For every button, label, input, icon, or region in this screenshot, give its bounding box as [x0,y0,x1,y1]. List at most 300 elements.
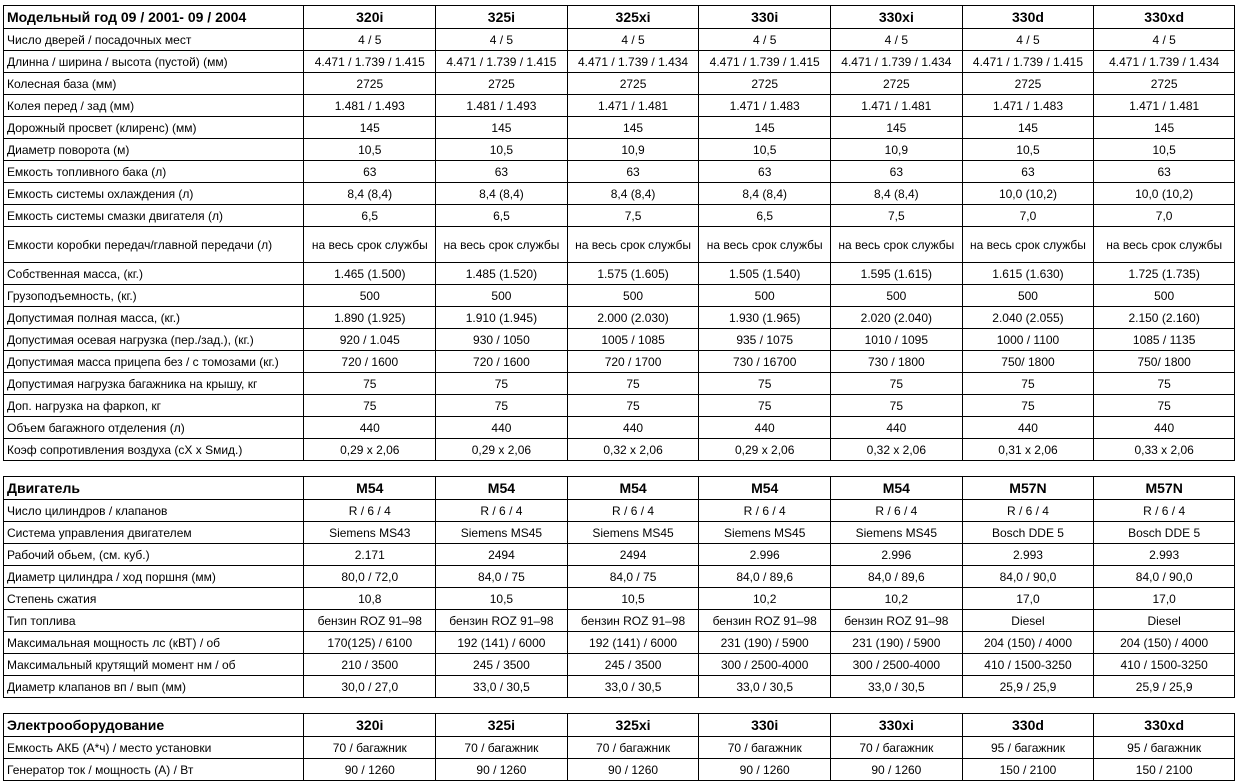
row-value: 75 [1094,373,1235,395]
row-value: на весь срок службы [831,227,963,263]
row-value: 10,5 [567,588,699,610]
row-value: 210 / 3500 [304,654,436,676]
row-value: на весь срок службы [1094,227,1235,263]
row-value: 440 [567,417,699,439]
engine-specs-table [3,476,1235,698]
row-label: Емкость системы смазки двигателя (л) [4,205,304,227]
row-value: 8,4 (8,4) [699,183,831,205]
row-value: 500 [304,285,436,307]
row-value: 2.993 [1094,544,1235,566]
row-value: 245 / 3500 [436,654,568,676]
row-value: Diesel [962,610,1094,632]
row-value: 500 [1094,285,1235,307]
table-row [4,439,1235,461]
row-value: 1.575 (1.605) [567,263,699,285]
section-title: Двигатель [4,477,304,500]
row-value: Siemens MS45 [699,522,831,544]
row-value: 1000 / 1100 [962,329,1094,351]
row-label: Доп. нагрузка на фаркоп, кг [4,395,304,417]
row-label: Длинна / ширина / высота (пустой) (мм) [4,51,304,73]
row-label: Коэф сопротивления воздуха (сХ х Sмид.) [4,439,304,461]
row-value: 1005 / 1085 [567,329,699,351]
table-header-row [4,714,1235,737]
row-value: 2725 [831,73,963,95]
model-header: M54 [567,477,699,500]
row-value: Siemens MS45 [831,522,963,544]
table-row [4,183,1235,205]
row-value: 90 / 1260 [436,759,568,781]
row-value: R / 6 / 4 [699,500,831,522]
row-value: 7,5 [831,205,963,227]
table-row [4,373,1235,395]
row-value: 2494 [436,544,568,566]
row-label: Объем багажного отделения (л) [4,417,304,439]
row-label: Максимальная мощность лс (кВТ) / об [4,632,304,654]
model-header: M54 [436,477,568,500]
row-value: 920 / 1.045 [304,329,436,351]
table-row [4,285,1235,307]
row-value: 80,0 / 72,0 [304,566,436,588]
table-row [4,307,1235,329]
row-value: 75 [699,395,831,417]
row-value: бензин ROZ 91–98 [699,610,831,632]
row-value: 204 (150) / 4000 [962,632,1094,654]
table-row [4,395,1235,417]
row-value: 4.471 / 1.739 / 1.415 [304,51,436,73]
row-value: 33,0 / 30,5 [567,676,699,698]
model-header: 320i [304,6,436,29]
table-row [4,29,1235,51]
row-value: 75 [304,395,436,417]
row-value: 10,5 [304,139,436,161]
row-value: 500 [831,285,963,307]
row-value: 63 [436,161,568,183]
row-label: Генератор ток / мощность (А) / Вт [4,759,304,781]
table-row [4,500,1235,522]
row-value: R / 6 / 4 [962,500,1094,522]
row-value: 4 / 5 [699,29,831,51]
row-value: 1.930 (1.965) [699,307,831,329]
table-row [4,95,1235,117]
model-header: 330d [962,6,1094,29]
row-value: 2.150 (2.160) [1094,307,1235,329]
row-value: 70 / багажник [831,737,963,759]
row-value: 440 [1094,417,1235,439]
row-value: 720 / 1700 [567,351,699,373]
row-value: 70 / багажник [699,737,831,759]
row-label: Диаметр цилиндра / ход поршня (мм) [4,566,304,588]
table-row [4,544,1235,566]
row-value: 25,9 / 25,9 [1094,676,1235,698]
row-value: на весь срок службы [567,227,699,263]
row-value: 1.595 (1.615) [831,263,963,285]
row-label: Тип топлива [4,610,304,632]
row-value: 145 [699,117,831,139]
row-value: 1.505 (1.540) [699,263,831,285]
model-header: 320i [304,714,436,737]
row-value: 204 (150) / 4000 [1094,632,1235,654]
row-value: R / 6 / 4 [304,500,436,522]
row-value: 300 / 2500-4000 [831,654,963,676]
row-value: 8,4 (8,4) [831,183,963,205]
row-value: Bosch DDE 5 [1094,522,1235,544]
row-value: 1010 / 1095 [831,329,963,351]
row-value: 245 / 3500 [567,654,699,676]
row-label: Диаметр клапанов вп / вып (мм) [4,676,304,698]
row-value: 70 / багажник [567,737,699,759]
row-value: 84,0 / 89,6 [831,566,963,588]
row-value: 17,0 [1094,588,1235,610]
row-value: 10,9 [567,139,699,161]
row-value: 2494 [567,544,699,566]
row-value: 6,5 [699,205,831,227]
row-value: 750/ 1800 [962,351,1094,373]
table-row [4,676,1235,698]
row-value: 2.171 [304,544,436,566]
row-value: 4.471 / 1.739 / 1.434 [1094,51,1235,73]
table-row [4,51,1235,73]
row-value: 84,0 / 90,0 [1094,566,1235,588]
row-value: 8,4 (8,4) [436,183,568,205]
row-value: 231 (190) / 5900 [831,632,963,654]
row-value: 7,5 [567,205,699,227]
row-value: 4.471 / 1.739 / 1.434 [567,51,699,73]
row-value: бензин ROZ 91–98 [567,610,699,632]
row-value: 2.000 (2.030) [567,307,699,329]
table-row [4,566,1235,588]
row-value: 25,9 / 25,9 [962,676,1094,698]
row-value: 145 [1094,117,1235,139]
row-value: 2.040 (2.055) [962,307,1094,329]
row-label: Степень сжатия [4,588,304,610]
row-value: 410 / 1500-3250 [1094,654,1235,676]
row-value: 0,33 х 2,06 [1094,439,1235,461]
row-value: Siemens MS45 [436,522,568,544]
row-value: 63 [1094,161,1235,183]
row-label: Число цилиндров / клапанов [4,500,304,522]
model-header: 330xi [831,6,963,29]
general-specs-table [3,5,1235,461]
row-value: 300 / 2500-4000 [699,654,831,676]
row-value: 2725 [567,73,699,95]
row-value: 10,5 [436,139,568,161]
row-value: R / 6 / 4 [1094,500,1235,522]
model-header: M54 [831,477,963,500]
table-row [4,205,1235,227]
row-value: 7,0 [1094,205,1235,227]
row-label: Емкость топливного бака (л) [4,161,304,183]
row-value: 1.471 / 1.481 [567,95,699,117]
table-header-row [4,477,1235,500]
section-title: Электрооборудование [4,714,304,737]
row-value: 33,0 / 30,5 [436,676,568,698]
row-value: 33,0 / 30,5 [831,676,963,698]
row-value: 500 [436,285,568,307]
row-value: 192 (141) / 6000 [567,632,699,654]
row-label: Допустимая осевая нагрузка (пер./зад.), (кг.) [4,329,304,351]
row-value: 145 [436,117,568,139]
row-value: 10,2 [831,588,963,610]
row-value: 63 [962,161,1094,183]
row-value: 4 / 5 [1094,29,1235,51]
row-value: 1.725 (1.735) [1094,263,1235,285]
row-value: 0,31 х 2,06 [962,439,1094,461]
row-value: Siemens MS43 [304,522,436,544]
model-header: M54 [699,477,831,500]
row-value: 1.485 (1.520) [436,263,568,285]
row-value: 4 / 5 [831,29,963,51]
row-value: бензин ROZ 91–98 [304,610,436,632]
row-label: Диаметр поворота (м) [4,139,304,161]
model-header: 330i [699,714,831,737]
table-row [4,588,1235,610]
row-value: 75 [304,373,436,395]
row-value: Siemens MS45 [567,522,699,544]
model-header: 330i [699,6,831,29]
row-value: 2.993 [962,544,1094,566]
row-value: 10,2 [699,588,831,610]
row-value: 84,0 / 89,6 [699,566,831,588]
row-value: 95 / багажник [962,737,1094,759]
row-value: 90 / 1260 [567,759,699,781]
row-value: 930 / 1050 [436,329,568,351]
row-value: на весь срок службы [436,227,568,263]
row-value: 63 [304,161,436,183]
row-value: 1.471 / 1.481 [1094,95,1235,117]
table-row [4,329,1235,351]
row-value: 75 [962,395,1094,417]
row-value: Diesel [1094,610,1235,632]
row-value: 500 [962,285,1094,307]
model-header: 325xi [567,6,699,29]
row-value: бензин ROZ 91–98 [436,610,568,632]
row-value: 10,5 [962,139,1094,161]
model-header: 330xd [1094,6,1235,29]
row-value: 75 [962,373,1094,395]
row-value: 2725 [699,73,831,95]
row-value: 10,8 [304,588,436,610]
row-value: 63 [567,161,699,183]
row-value: 95 / багажник [1094,737,1235,759]
table-row [4,73,1235,95]
row-value: 720 / 1600 [436,351,568,373]
row-value: 440 [699,417,831,439]
row-value: 0,29 х 2,06 [436,439,568,461]
row-value: 75 [567,395,699,417]
row-value: 1.615 (1.630) [962,263,1094,285]
row-value: 63 [831,161,963,183]
row-value: 0,32 х 2,06 [567,439,699,461]
row-label: Емкость АКБ (А*ч) / место установки [4,737,304,759]
row-value: 10,5 [699,139,831,161]
row-value: на весь срок службы [962,227,1094,263]
row-value: 410 / 1500-3250 [962,654,1094,676]
row-value: 70 / багажник [436,737,568,759]
row-value: 2.996 [699,544,831,566]
row-value: 4.471 / 1.739 / 1.415 [436,51,568,73]
row-label: Дорожный просвет (клиренс) (мм) [4,117,304,139]
row-value: 84,0 / 90,0 [962,566,1094,588]
row-value: 2725 [436,73,568,95]
row-value: 8,4 (8,4) [567,183,699,205]
row-value: 440 [962,417,1094,439]
row-value: 4.471 / 1.739 / 1.415 [962,51,1094,73]
table-row [4,522,1235,544]
row-value: 440 [436,417,568,439]
row-value: 33,0 / 30,5 [699,676,831,698]
row-value: 90 / 1260 [304,759,436,781]
row-value: 17,0 [962,588,1094,610]
row-value: 90 / 1260 [831,759,963,781]
row-label: Система управления двигателем [4,522,304,544]
row-value: 10,9 [831,139,963,161]
row-value: 75 [1094,395,1235,417]
row-value: 440 [831,417,963,439]
table-row [4,417,1235,439]
row-value: 10,0 (10,2) [962,183,1094,205]
row-value: 145 [962,117,1094,139]
row-value: 2725 [304,73,436,95]
table-row [4,759,1235,781]
row-value: 1.890 (1.925) [304,307,436,329]
row-value: 150 / 2100 [1094,759,1235,781]
row-label: Емкость системы охлаждения (л) [4,183,304,205]
model-header: 325xi [567,714,699,737]
row-label: Допустимая нагрузка багажника на крышу, кг [4,373,304,395]
row-value: 1.481 / 1.493 [304,95,436,117]
row-value: 0,32 х 2,06 [831,439,963,461]
row-value: 70 / багажник [304,737,436,759]
row-value: 500 [699,285,831,307]
table-row [4,161,1235,183]
row-value: 0,29 х 2,06 [304,439,436,461]
model-header: 330d [962,714,1094,737]
model-header: 330xi [831,714,963,737]
row-label: Допустимая полная масса, (кг.) [4,307,304,329]
model-header: M57N [1094,477,1235,500]
row-label: Колея перед / зад (мм) [4,95,304,117]
row-label: Грузоподъемность, (кг.) [4,285,304,307]
row-value: 90 / 1260 [699,759,831,781]
table-header-row [4,6,1235,29]
row-value: 1.471 / 1.483 [699,95,831,117]
row-value: 4.471 / 1.739 / 1.415 [699,51,831,73]
table-row [4,737,1235,759]
row-value: 2.020 (2.040) [831,307,963,329]
row-value: 1.471 / 1.483 [962,95,1094,117]
row-value: 935 / 1075 [699,329,831,351]
row-value: 75 [699,373,831,395]
row-value: R / 6 / 4 [436,500,568,522]
row-value: 145 [567,117,699,139]
row-value: 6,5 [304,205,436,227]
row-label: Емкости коробки передач/главной передачи (л) [4,227,304,263]
row-value: 10,5 [436,588,568,610]
row-value: 730 / 1800 [831,351,963,373]
table-row [4,117,1235,139]
row-value: R / 6 / 4 [567,500,699,522]
row-value: на весь срок службы [304,227,436,263]
row-value: 170(125) / 6100 [304,632,436,654]
row-value: 750/ 1800 [1094,351,1235,373]
row-label: Допустимая масса прицепа без / с томозами (кг.) [4,351,304,373]
row-value: 84,0 / 75 [567,566,699,588]
row-value: 1085 / 1135 [1094,329,1235,351]
row-value: 1.465 (1.500) [304,263,436,285]
row-label: Число дверей / посадочных мест [4,29,304,51]
row-value: 145 [831,117,963,139]
row-value: 30,0 / 27,0 [304,676,436,698]
row-value: 150 / 2100 [962,759,1094,781]
model-header: M57N [962,477,1094,500]
model-header: M54 [304,477,436,500]
row-value: 500 [567,285,699,307]
table-row [4,632,1235,654]
table-row [4,139,1235,161]
row-value: 4.471 / 1.739 / 1.434 [831,51,963,73]
row-value: на весь срок службы [699,227,831,263]
table-row [4,610,1235,632]
row-label: Колесная база (мм) [4,73,304,95]
model-header: 325i [436,6,568,29]
row-value: 192 (141) / 6000 [436,632,568,654]
table-row [4,263,1235,285]
electrical-specs-table [3,713,1235,781]
row-value: 75 [831,373,963,395]
row-value: 75 [831,395,963,417]
row-value: 4 / 5 [436,29,568,51]
row-value: R / 6 / 4 [831,500,963,522]
row-value: 145 [304,117,436,139]
row-value: 440 [304,417,436,439]
row-value: 7,0 [962,205,1094,227]
row-value: 6,5 [436,205,568,227]
table-row [4,227,1235,263]
table-row [4,654,1235,676]
row-value: 8,4 (8,4) [304,183,436,205]
row-value: 1.910 (1.945) [436,307,568,329]
row-value: 4 / 5 [962,29,1094,51]
row-value: 4 / 5 [567,29,699,51]
row-value: 75 [567,373,699,395]
row-value: 1.481 / 1.493 [436,95,568,117]
row-value: 2725 [1094,73,1235,95]
row-value: Bosch DDE 5 [962,522,1094,544]
model-header: 325i [436,714,568,737]
row-value: 75 [436,395,568,417]
row-label: Собственная масса, (кг.) [4,263,304,285]
row-value: 75 [436,373,568,395]
row-value: 4 / 5 [304,29,436,51]
model-header: 330xd [1094,714,1235,737]
section-title: Модельный год 09 / 2001- 09 / 2004 [4,6,304,29]
row-value: 0,29 х 2,06 [699,439,831,461]
row-label: Рабочий обьем, (см. куб.) [4,544,304,566]
row-value: 1.471 / 1.481 [831,95,963,117]
row-value: 720 / 1600 [304,351,436,373]
row-value: бензин ROZ 91–98 [831,610,963,632]
row-label: Максимальный крутящий момент нм / об [4,654,304,676]
row-value: 2.996 [831,544,963,566]
table-row [4,351,1235,373]
row-value: 63 [699,161,831,183]
row-value: 730 / 16700 [699,351,831,373]
row-value: 10,5 [1094,139,1235,161]
row-value: 2725 [962,73,1094,95]
row-value: 10,0 (10,2) [1094,183,1235,205]
row-value: 84,0 / 75 [436,566,568,588]
row-value: 231 (190) / 5900 [699,632,831,654]
